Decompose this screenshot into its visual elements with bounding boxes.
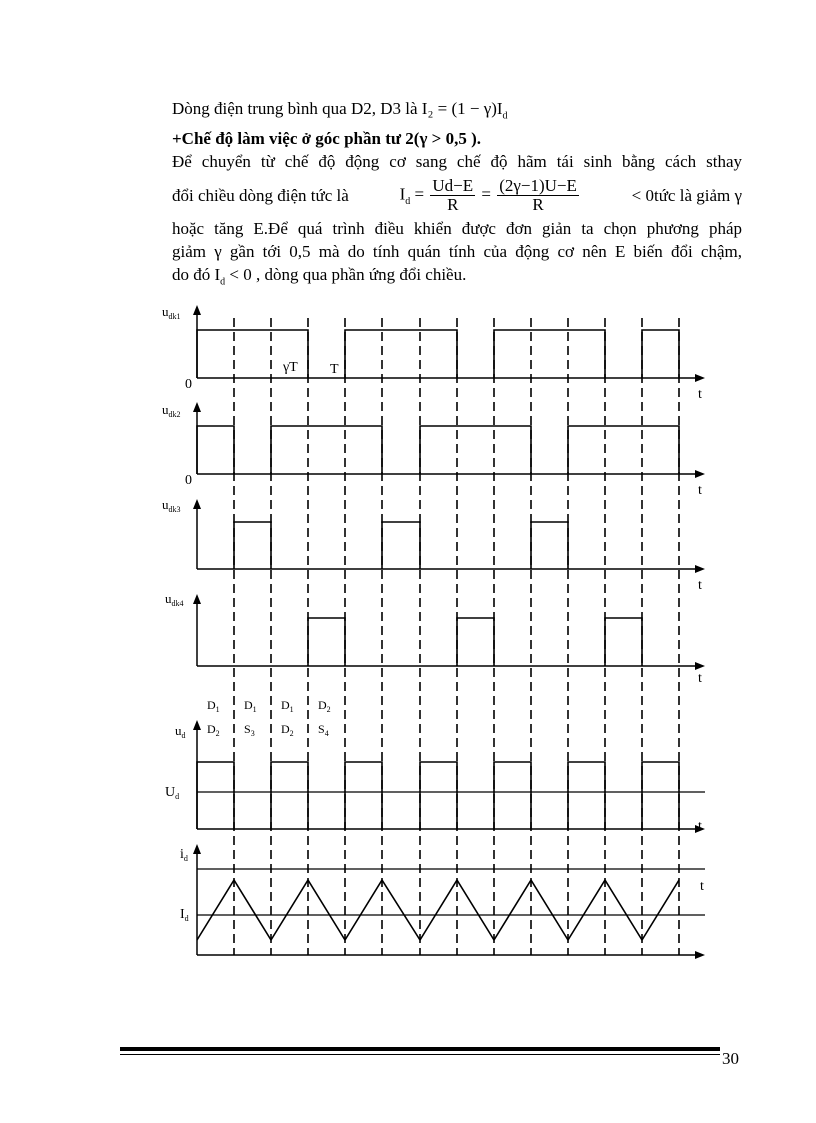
line4-suffix: < 0tức là giảm γ: [631, 185, 742, 205]
udk1-pulse: [494, 330, 605, 378]
udk2-pulse: [197, 426, 234, 474]
t-label-6: t: [700, 879, 704, 894]
udk3-pulse: [531, 522, 568, 569]
udk1-x-arrow: [695, 374, 705, 382]
udk1-pulse: [642, 330, 679, 378]
line1-sub: d: [502, 110, 508, 122]
udk2-zero-label: 0: [185, 473, 192, 488]
ud-pulse: [420, 762, 457, 829]
ud-pulse: [197, 762, 234, 829]
fraction-1-numerator: Ud−E: [432, 175, 474, 195]
udk4-pulse: [605, 618, 642, 666]
udk3-y-arrow: [193, 499, 201, 509]
footer-rule-thin: [120, 1054, 720, 1055]
udk2-pulse: [568, 426, 679, 474]
interval-bottom-label: $D_2$: [207, 722, 220, 738]
id-x-arrow: [695, 951, 705, 959]
udk3-pulse: [382, 522, 420, 569]
t-label-4: t: [698, 671, 702, 686]
line4-prefix: đổi chiều dòng điện tức là: [172, 185, 349, 205]
id-label: $i_d$: [180, 847, 188, 863]
udk1-label: $u_{dk1}$: [162, 304, 181, 321]
udk1-pulse: [345, 330, 457, 378]
diagram-labels: [162, 304, 704, 923]
udk4-x-arrow: [695, 662, 705, 670]
udk3-x-arrow: [695, 565, 705, 573]
ud-label: $u_d$: [175, 723, 186, 740]
interval-bottom-label: $D_2$: [281, 722, 294, 738]
ud-pulse: [271, 762, 308, 829]
udk4-pulse: [308, 618, 345, 666]
udk2-pulse: [420, 426, 531, 474]
line1-formula: I₂ = (1 − γ)I: [421, 99, 503, 118]
udk1-y-arrow: [193, 305, 201, 315]
text-line-5: hoặc tăng E.Để quá trình điều khiển được đơn giản ta chọn phương pháp: [172, 219, 742, 239]
gamma-t-label: γT: [283, 360, 298, 375]
interval-top-label: $D_1$: [281, 698, 294, 714]
Id-label: $I_d$: [180, 907, 189, 923]
interval-bottom-label: $S_4$: [318, 722, 329, 738]
page-number: 30: [722, 1049, 739, 1068]
diagram-waveforms: [197, 330, 679, 940]
formula-block: $I_d$ = $\frac{Ud-E}{R}$ = $\frac{(2\gamma-1)U-E}{R}$: [399, 175, 577, 214]
t-label-1: t: [698, 387, 702, 402]
fraction-2-denominator: R: [532, 194, 544, 214]
udk2-x-arrow: [695, 470, 705, 478]
line1-prefix: Dòng điện trung bình qua D2, D3 là: [172, 99, 418, 118]
udk3-pulse: [234, 522, 271, 569]
udk4-label: $u_{dk4}$: [165, 591, 184, 608]
diagram-axes: [193, 305, 705, 959]
id-symbol-sub: d: [405, 195, 411, 207]
interval-top-label: $D_2$: [318, 698, 331, 714]
ud-pulse: [568, 762, 605, 829]
udk2-pulse: [271, 426, 382, 474]
ud-y-arrow: [193, 720, 201, 730]
footer-rule-thick: [120, 1047, 720, 1051]
udk3-label: $u_{dk3}$: [162, 497, 181, 514]
udk2-y-arrow: [193, 402, 201, 412]
t-label-2: t: [698, 483, 702, 498]
id-triangle-wave: [197, 880, 679, 940]
interval-top-label: $D_1$: [207, 698, 220, 714]
interval-top-label: $D_1$: [244, 698, 257, 714]
udk2-label: $u_{dk2}$: [162, 402, 181, 419]
fraction-2-numerator: (2γ−1)U−E: [499, 175, 577, 195]
text-line-6: giảm γ gần tới 0,5 mà do tính quán tính của động cơ nên E biến đổi chậm,: [172, 242, 742, 262]
text-line-3: Để chuyển từ chế độ động cơ sang chế độ hãm tái sinh bằng cách sthay: [172, 152, 742, 172]
interval-bottom-label: $S_3$: [244, 722, 255, 738]
id-symbol: I: [399, 184, 406, 204]
Ud-label: $U_d$: [165, 785, 180, 801]
udk4-pulse: [457, 618, 494, 666]
udk1-zero-label: 0: [185, 377, 192, 392]
t-label-3: t: [698, 578, 702, 593]
section-heading: +Chế độ làm việc ở góc phần tư 2(γ > 0,5 ).: [172, 129, 482, 149]
ud-pulse: [642, 762, 679, 829]
period-t-label: T: [330, 362, 339, 377]
id-y-arrow: [193, 844, 201, 854]
udk4-y-arrow: [193, 594, 201, 604]
fraction-1-denominator: R: [447, 194, 459, 214]
text-line-7: do đó $I_d < 0$ , dòng qua phần ứng đổi chiều.: [172, 265, 467, 288]
ud-pulse: [494, 762, 531, 829]
t-label-5: t: [698, 819, 702, 834]
ud-pulse: [345, 762, 382, 829]
